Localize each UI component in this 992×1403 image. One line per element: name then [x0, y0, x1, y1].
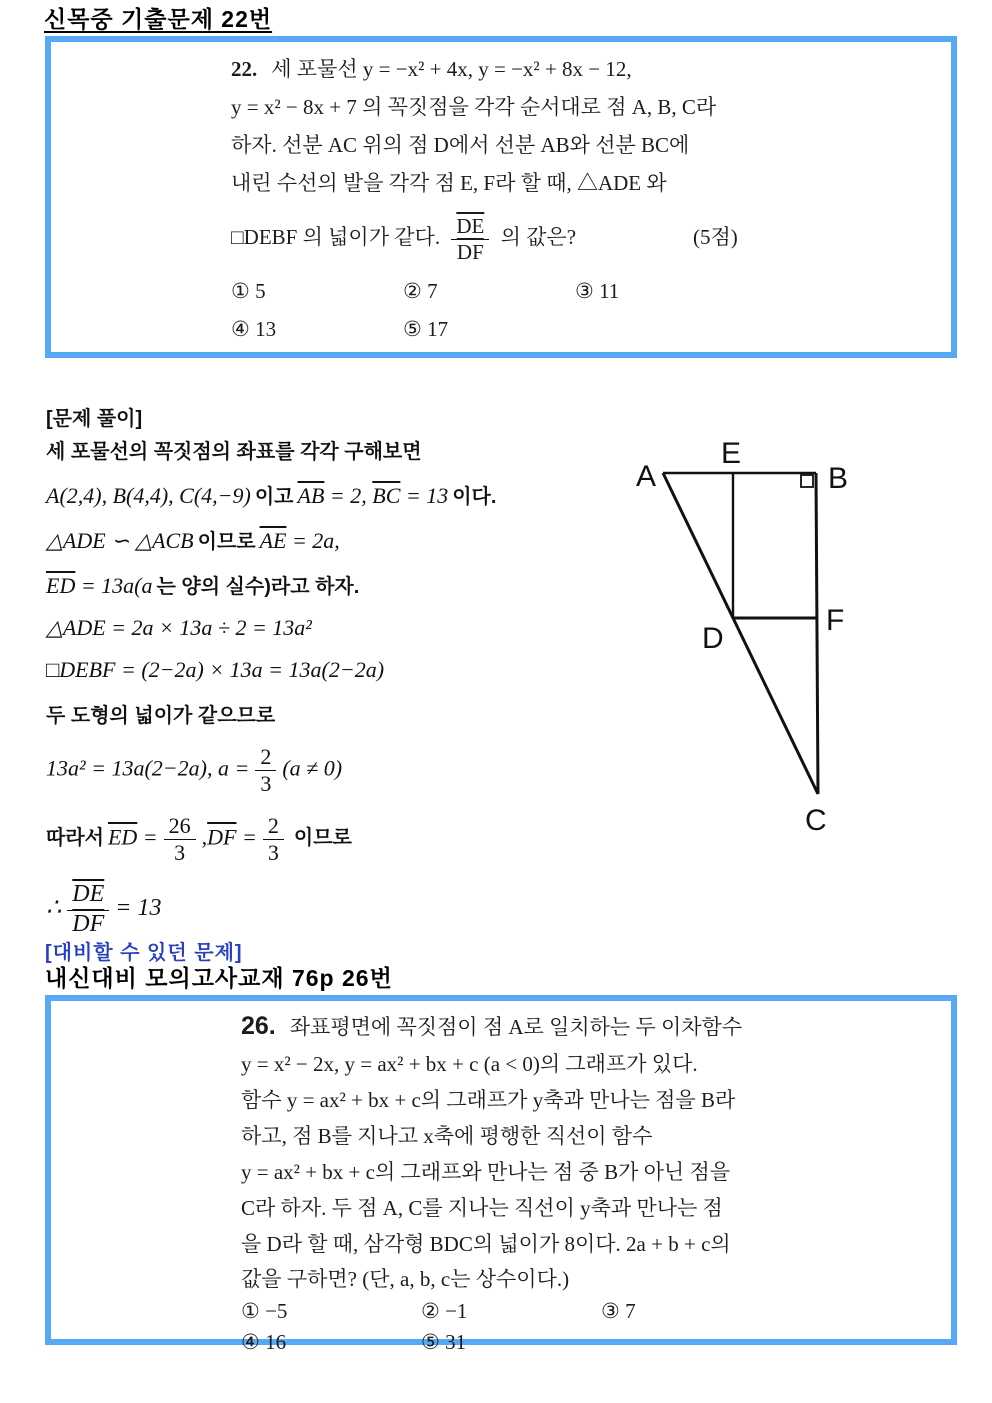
problem-22-line-4: 내린 수선의 발을 각각 점 E, F라 할 때, △ADE 와	[231, 171, 667, 195]
problem-26-line-7: 을 D라 할 때, 삼각형 BDC의 넓이가 8이다. 2a + b + c의	[241, 1232, 731, 1256]
choice-item: ③ 11	[575, 279, 620, 303]
problem-22-text-5a: □DEBF 의 넓이가 같다.	[231, 225, 441, 249]
vertex-label-b: B	[828, 462, 849, 495]
problem-22-line-3: 하자. 선분 AC 위의 점 D에서 선분 AB와 선분 BC에	[231, 133, 690, 157]
book-reference-title: 내신대비 모의고사교재 76p 26번	[45, 965, 393, 991]
solution-line-1	[46, 480, 626, 509]
math-segment: △ADE ∽ △ACB	[46, 528, 194, 553]
choice-item: ⑤ 17	[403, 317, 449, 341]
math-segment: (a ≠ 0)	[282, 755, 343, 781]
korean-segment: 이므로	[197, 531, 256, 553]
math-segment: □DEBF = (2−2a) × 13a = 13a(2−2a)	[46, 657, 385, 682]
vertex-label-c: C	[805, 804, 827, 837]
math-segment: △ADE = 2a × 13a ÷ 2 = 13a²	[46, 615, 312, 640]
problem-26-choices-row-2	[241, 1326, 821, 1358]
math-segment: = 2a,	[286, 528, 340, 553]
overline-ed: $\overline{ED}$	[107, 823, 138, 849]
solution-line-5	[46, 657, 626, 683]
problem-26-line-8: 값을 구하면? (단, a, b, c는 상수이다.)	[241, 1267, 570, 1291]
choice-item: ① 5	[231, 279, 266, 303]
fraction-numerator: 2	[255, 744, 276, 771]
solution-header: [문제 풀이]	[46, 408, 143, 430]
problem-22-line-2: y = x² − 8x + 7 의 꼭짓점을 각각 순서대로 점 A, B, C라	[231, 95, 717, 119]
overline-de: $\overline{DE}$	[67, 881, 109, 911]
math-segment: = 13	[115, 895, 162, 922]
overline-df: DF	[72, 910, 105, 937]
math-segment: = 13	[400, 483, 449, 508]
korean-segment: 이므로	[293, 826, 352, 849]
overline-df: DF	[456, 240, 484, 265]
math-segment: a =	[212, 755, 250, 781]
solution-line-8	[46, 813, 626, 866]
math-segment: ,	[201, 823, 208, 849]
korean-segment: 이다.	[452, 486, 497, 508]
problem-26-text-1: 좌표평면에 꼭짓점이 점 A로 일치하는 두 이차함수	[289, 1015, 743, 1039]
points-badge: (5점)	[693, 225, 738, 249]
choice-item: ② 7	[403, 279, 438, 303]
fraction-numerator: 2	[263, 813, 284, 840]
problem-box-22	[45, 36, 957, 358]
overline-ae: $\overline{AE}$	[259, 528, 287, 553]
solution-line-4	[46, 615, 626, 641]
overline-ed: $\overline{ED}$	[46, 573, 76, 598]
math-segment: =	[236, 823, 257, 849]
fraction-denominator: 3	[267, 839, 279, 865]
problem-box-26	[45, 995, 957, 1354]
vertex-label-f: F	[826, 604, 845, 637]
fraction-two-thirds	[263, 813, 284, 866]
problem-22-text-1: 세 포물선 y = −x² + 4x, y = −x² + 8x − 12,	[271, 57, 632, 81]
prep-section-label: [대비할 수 있던 문제]	[45, 942, 243, 964]
problem-box-22-inner	[51, 42, 951, 352]
problem-22-choices-row-2	[231, 310, 791, 348]
problem-22-line-5	[231, 202, 791, 272]
vertex-label-e: E	[721, 437, 742, 470]
korean-segment: 따라서	[46, 826, 104, 849]
math-segment: 13a² = 13a(2−2a),	[46, 755, 213, 781]
korean-segment: 이고	[254, 486, 294, 508]
fraction-denominator: 3	[174, 839, 186, 865]
choice-item: ⑤ 31	[421, 1330, 467, 1354]
segment-bc	[816, 473, 818, 794]
solution-line-6	[46, 699, 626, 728]
math-segment: = 2,	[324, 483, 373, 508]
solution-line-3	[46, 570, 626, 599]
problem-22-number: 22.	[231, 57, 258, 81]
overline-de: $\overline{DE}$	[451, 214, 489, 240]
fraction-numerator: 26	[164, 813, 196, 840]
choice-item: ② −1	[421, 1299, 468, 1323]
right-angle-marker	[801, 475, 813, 487]
geometry-diagram	[628, 436, 890, 838]
overline-df: $\overline{DF}$	[207, 823, 237, 849]
problem-box-26-inner	[51, 1001, 951, 1354]
problem-26-choices-row-1	[241, 1296, 821, 1326]
problem-22-content	[231, 50, 791, 348]
vertex-label-d: D	[702, 622, 724, 655]
choice-item: ④ 13	[231, 317, 277, 341]
korean-segment: 두 도형의 넓이가 같으므로	[46, 705, 276, 727]
choice-item: ④ 16	[241, 1330, 287, 1354]
fraction-de-over-df	[451, 214, 489, 264]
korean-segment: 는 양의 실수)라고 하자.	[156, 576, 360, 598]
geometry-diagram-svg	[628, 436, 890, 838]
solution-line-7	[46, 744, 626, 797]
fraction-de-over-df	[67, 881, 109, 938]
problem-22-text-5b: 의 값은?	[500, 225, 577, 249]
solution-intro: 세 포물선의 꼭짓점의 좌표를 각각 구해보면	[46, 441, 422, 463]
solution-line-9	[46, 881, 626, 938]
fraction-denominator: 3	[260, 771, 272, 797]
vertex-label-a: A	[636, 460, 657, 493]
problem-26-line-3: 함수 y = ax² + bx + c의 그래프가 y축과 만나는 점을 B라	[241, 1088, 736, 1112]
problem-26-line-2: y = x² − 2x, y = ax² + bx + c (a < 0)의 그래프가 있다.	[241, 1052, 698, 1076]
problem-26-line-5: y = ax² + bx + c의 그래프와 만나는 점 중 B가 아닌 점을	[241, 1160, 731, 1184]
problem-26-line-4: 하고, 점 B를 지나고 x축에 평행한 직선이 함수	[241, 1124, 653, 1148]
page-title: 신목중 기출문제 22번	[44, 6, 273, 32]
fraction-26-thirds	[164, 813, 196, 866]
fraction-two-thirds	[255, 744, 276, 797]
segment-ac	[663, 473, 818, 794]
problem-22-choices-row-1	[231, 272, 791, 310]
math-segment: A(2,4), B(4,4), C(4,−9)	[46, 483, 251, 508]
math-segment: = 13a(a	[75, 573, 153, 598]
overline-bc: $\overline{BC}$	[372, 483, 401, 508]
problem-26-line-6: C라 하자. 두 점 A, C를 지나는 직선이 y축과 만나는 점	[241, 1196, 723, 1220]
problem-26-number: 26.	[241, 1012, 276, 1040]
choice-item: ① −5	[241, 1299, 288, 1323]
therefore-symbol: ∴	[46, 895, 62, 922]
solution-section	[46, 402, 626, 954]
overline-ab: $\overline{AB}$	[297, 483, 325, 508]
problem-22-line-1	[231, 50, 791, 88]
problem-26-line-1	[241, 1007, 821, 1046]
solution-line-2	[46, 525, 626, 554]
choice-item: ③ 7	[601, 1299, 636, 1323]
math-segment: =	[137, 823, 158, 849]
problem-26-content	[241, 1007, 821, 1358]
